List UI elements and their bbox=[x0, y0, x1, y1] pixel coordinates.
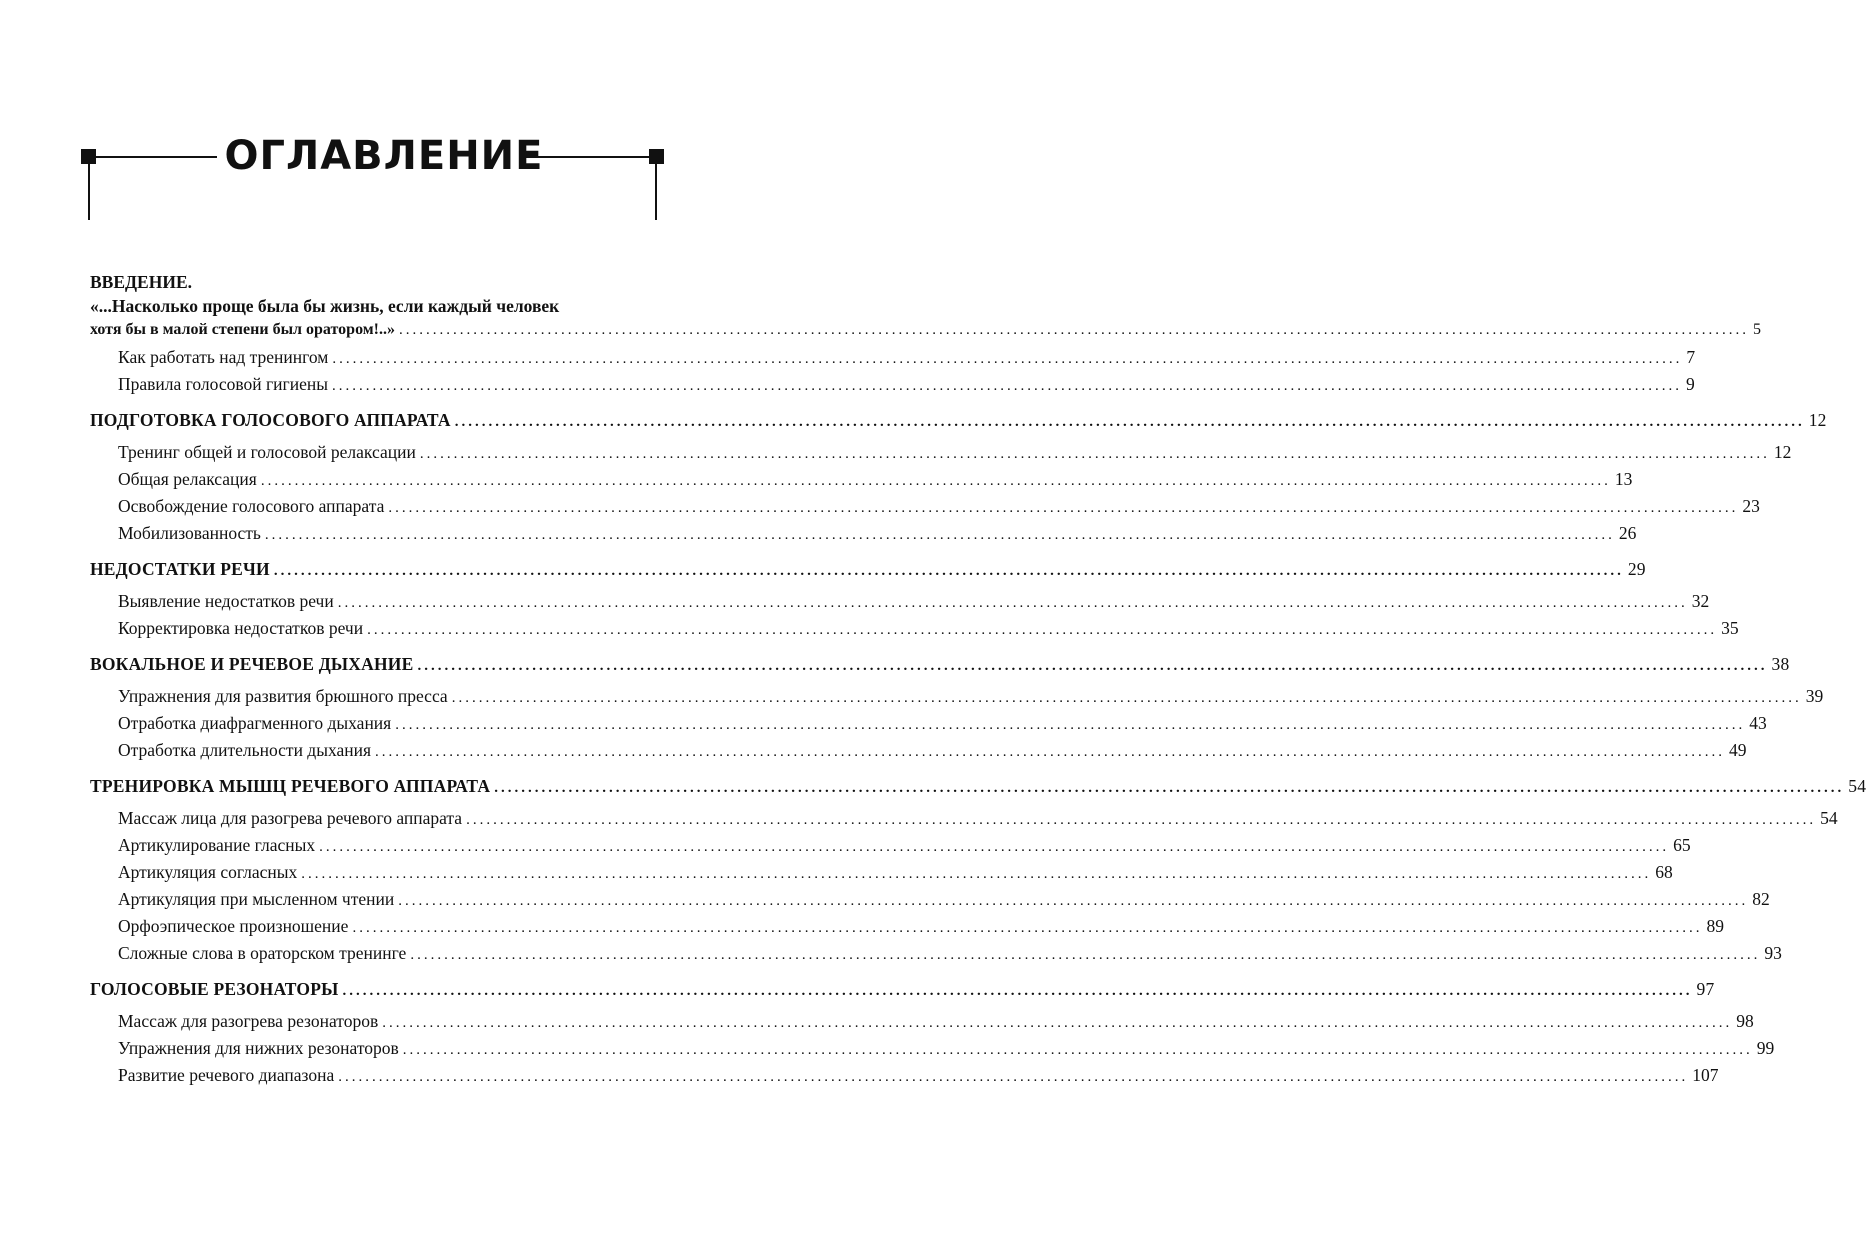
toc-subentry-title: Массаж для разогрева резонаторов bbox=[118, 1011, 379, 1031]
toc-subentry[interactable] bbox=[90, 832, 1691, 859]
page-number: 12 bbox=[1808, 410, 1827, 430]
toc-subentry[interactable] bbox=[90, 805, 1838, 832]
toc-section-entry[interactable] bbox=[90, 556, 1646, 583]
page-number: 97 bbox=[1696, 979, 1715, 999]
dot-leader: ........................................................................................................................................................................................................ bbox=[395, 717, 1746, 733]
dot-leader: ........................................................................................................................................................................................................ bbox=[451, 690, 1802, 706]
page-number: 9 bbox=[1685, 374, 1695, 394]
toc-subentry[interactable] bbox=[90, 859, 1673, 886]
page-number: 99 bbox=[1756, 1038, 1775, 1058]
dot-leader: ........................................................................................................................................................................................................ bbox=[410, 947, 1761, 963]
toc-subentry[interactable] bbox=[90, 344, 1696, 371]
page-number: 23 bbox=[1742, 496, 1760, 516]
page-number: 39 bbox=[1805, 686, 1824, 706]
toc-subentry-title: Сложные слова в ораторском тренинге bbox=[118, 943, 407, 963]
toc-subentry-title: Упражнения для развития брюшного пресса bbox=[118, 686, 448, 706]
toc-subentry[interactable] bbox=[90, 683, 1824, 710]
page-number: 38 bbox=[1771, 654, 1790, 674]
toc-section-entry[interactable] bbox=[90, 773, 1866, 800]
page-number: 13 bbox=[1614, 469, 1633, 489]
page-number: 65 bbox=[1673, 835, 1691, 855]
toc-subentry[interactable] bbox=[90, 913, 1724, 940]
dot-leader: ........................................................................................................................................................................................................ bbox=[319, 839, 1670, 855]
toc-section-entry[interactable] bbox=[90, 407, 1827, 434]
toc-subentry-title: Корректировка недостатков речи bbox=[118, 618, 364, 638]
page-number: 68 bbox=[1655, 862, 1673, 882]
toc-section-entry[interactable] bbox=[90, 651, 1790, 678]
page-number: 93 bbox=[1764, 943, 1782, 963]
intro-entry[interactable] bbox=[90, 318, 1761, 344]
dot-leader: ........................................................................................................................................................................................................ bbox=[338, 1069, 1689, 1085]
intro-label: ВВЕДЕНИЕ. bbox=[90, 272, 193, 292]
page-number: 89 bbox=[1706, 916, 1724, 936]
page-number: 12 bbox=[1773, 442, 1792, 462]
toc-subentry[interactable] bbox=[90, 588, 1710, 615]
toc-subentry[interactable] bbox=[90, 1008, 1754, 1035]
dot-leader: ........................................................................................................................................................................................................ bbox=[301, 866, 1652, 882]
dot-leader: ........................................................................................................................................................................................................ bbox=[375, 744, 1726, 760]
dot-leader: ........................................................................................................................................................................................................ bbox=[332, 351, 1683, 367]
page-number: 54 bbox=[1848, 776, 1866, 796]
dot-leader: ........................................................................................................................................................................................................ bbox=[398, 322, 1749, 338]
table-of-contents bbox=[90, 270, 1866, 1089]
toc-subentry-title: Орфоэпическое произношение bbox=[118, 916, 349, 936]
toc-sections bbox=[90, 398, 1866, 1089]
page-number: 35 bbox=[1721, 618, 1739, 638]
toc-subentry[interactable] bbox=[90, 371, 1695, 398]
dot-leader: ........................................................................................................................................................................................................ bbox=[402, 1042, 1753, 1058]
toc-subentry-title: Освобождение голосового аппарата bbox=[118, 496, 385, 516]
page-number: 98 bbox=[1736, 1011, 1754, 1031]
dot-leader: ........................................................................................................................................................................................................ bbox=[260, 473, 1611, 489]
page-number: 29 bbox=[1627, 559, 1646, 579]
toc-section-entry-title: ВОКАЛЬНОЕ И РЕЧЕВОЕ ДЫХАНИЕ bbox=[90, 654, 414, 674]
dot-leader: ........................................................................................................................................................................................................ bbox=[382, 1015, 1733, 1031]
dot-leader: ........................................................................................................................................................................................................ bbox=[264, 527, 1615, 543]
toc-subentry-title: Развитие речевого диапазона bbox=[118, 1065, 335, 1085]
toc-subentry[interactable] bbox=[90, 615, 1739, 642]
dot-leader: ........................................................................................................................................................................................................ bbox=[337, 595, 1688, 611]
dot-leader: ........................................................................................................................................................................................................ bbox=[352, 920, 1703, 936]
dot-leader: ........................................................................................................................................................................................................ bbox=[342, 983, 1693, 999]
dot-leader: ........................................................................................................................................................................................................ bbox=[388, 500, 1739, 516]
toc-section-entry-title: ПОДГОТОВКА ГОЛОСОВОГО АППАРАТА bbox=[90, 410, 451, 430]
toc-subentry[interactable] bbox=[90, 1062, 1719, 1089]
dot-leader: ........................................................................................................................................................................................................ bbox=[273, 563, 1624, 579]
dot-leader: ........................................................................................................................................................................................................ bbox=[331, 378, 1682, 394]
toc-subentry-title: Артикулирование гласных bbox=[118, 835, 316, 855]
toc-subentry[interactable] bbox=[90, 940, 1782, 967]
page-number: 54 bbox=[1820, 808, 1838, 828]
toc-subentry-title: Артикуляция согласных bbox=[118, 862, 298, 882]
toc-subentry-title: Как работать над тренингом bbox=[118, 347, 329, 367]
toc-subentry-title: Артикуляция при мысленном чтении bbox=[118, 889, 395, 909]
toc-section-entry-title: ГОЛОСОВЫЕ РЕЗОНАТОРЫ bbox=[90, 979, 339, 999]
toc-subentry-title: Правила голосовой гигиены bbox=[118, 374, 328, 394]
page-number: 82 bbox=[1752, 889, 1770, 909]
toc-subentry-title: Массаж лица для разогрева речевого аппарата bbox=[118, 808, 463, 828]
toc-subentry[interactable] bbox=[90, 520, 1637, 547]
intro-subentries bbox=[90, 344, 1696, 398]
toc-section-entry-title: ТРЕНИРОВКА МЫШЦ РЕЧЕВОГО АППАРАТА bbox=[90, 776, 491, 796]
dot-leader: ........................................................................................................................................................................................................ bbox=[398, 893, 1749, 909]
page-number: 43 bbox=[1749, 713, 1767, 733]
toc-subentry[interactable] bbox=[90, 710, 1767, 737]
page-number: 5 bbox=[1752, 321, 1761, 338]
page-number: 32 bbox=[1691, 591, 1710, 611]
dot-leader: ........................................................................................................................................................................................................ bbox=[417, 658, 1768, 674]
toc-subentry-title: Упражнения для нижних резонаторов bbox=[118, 1038, 399, 1058]
toc-subentry[interactable] bbox=[90, 493, 1760, 520]
toc-subentry[interactable] bbox=[90, 466, 1633, 493]
page-number: 107 bbox=[1692, 1065, 1719, 1085]
dot-leader: ........................................................................................................................................................................................................ bbox=[466, 812, 1817, 828]
toc-subentry-title: Выявление недостатков речи bbox=[118, 591, 334, 611]
toc-subentry-title: Тренинг общей и голосовой релаксации bbox=[118, 442, 416, 462]
page-number: 7 bbox=[1686, 347, 1696, 367]
toc-subentry-title: Отработка длительности дыхания bbox=[118, 740, 372, 760]
toc-section-entry[interactable] bbox=[90, 976, 1715, 1003]
toc-section-entry-title: НЕДОСТАТКИ РЕЧИ bbox=[90, 559, 270, 579]
dot-leader: ........................................................................................................................................................................................................ bbox=[367, 622, 1718, 638]
intro-quote-line: «...Насколько проще была бы жизнь, если каждый человек bbox=[90, 296, 560, 316]
dot-leader: ........................................................................................................................................................................................................ bbox=[494, 780, 1845, 796]
page-title: ОГЛАВЛЕНИЕ bbox=[224, 133, 544, 179]
dot-leader: ........................................................................................................................................................................................................ bbox=[419, 446, 1770, 462]
toc-subentry[interactable] bbox=[90, 439, 1792, 466]
intro-quote-line: хотя бы в малой степени был оратором!..» bbox=[90, 321, 395, 338]
page-number: 49 bbox=[1729, 740, 1747, 760]
toc-subentry-title: Отработка диафрагменного дыхания bbox=[118, 713, 392, 733]
toc-subentry[interactable] bbox=[90, 737, 1747, 764]
toc-subentry-title: Мобилизованность bbox=[118, 523, 261, 543]
dot-leader: ........................................................................................................................................................................................................ bbox=[454, 414, 1805, 430]
toc-subentry-title: Общая релаксация bbox=[118, 469, 257, 489]
page-number: 26 bbox=[1618, 523, 1637, 543]
toc-subentry[interactable] bbox=[90, 1035, 1775, 1062]
toc-subentry[interactable] bbox=[90, 886, 1770, 913]
